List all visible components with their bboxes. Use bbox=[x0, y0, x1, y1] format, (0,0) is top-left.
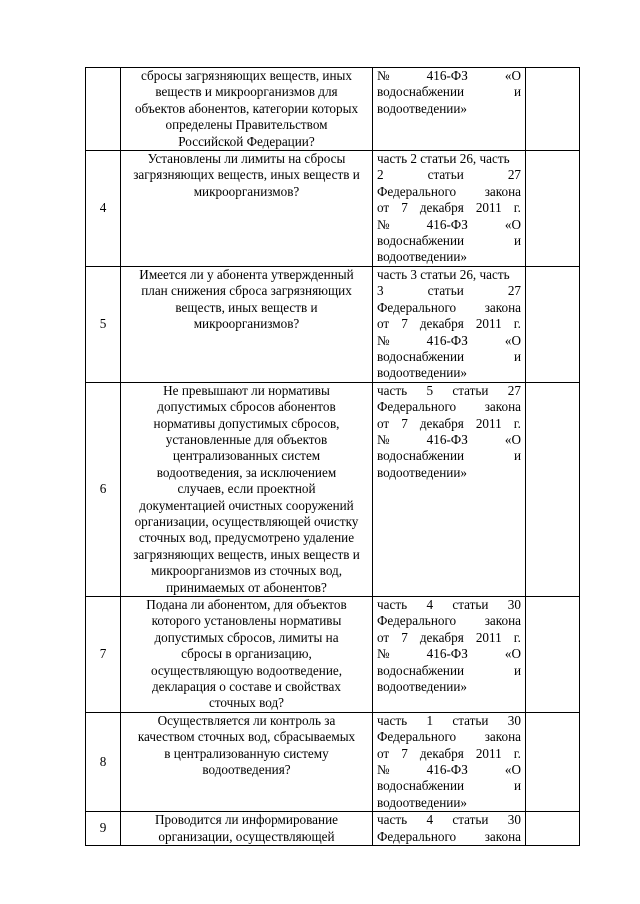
result-cell bbox=[526, 712, 580, 811]
legal-reference-cell bbox=[373, 712, 526, 811]
result-cell bbox=[526, 812, 580, 846]
legal-reference-word: 27 bbox=[507, 167, 521, 183]
legal-reference-line bbox=[377, 829, 521, 845]
question-line: которого установлены нормативы bbox=[151, 613, 342, 629]
question-line: Российской Федерации? bbox=[178, 133, 315, 149]
row-number-cell bbox=[86, 266, 121, 382]
legal-reference-line bbox=[377, 233, 521, 249]
legal-reference-word: водоотведении» bbox=[377, 679, 467, 695]
legal-reference-word: 2011 bbox=[475, 629, 502, 645]
legal-reference-line bbox=[377, 84, 521, 100]
legal-reference-word: 4 bbox=[426, 597, 434, 612]
legal-reference-word: закона bbox=[484, 729, 521, 745]
legal-reference-word: закона bbox=[484, 183, 521, 199]
question-cell bbox=[121, 68, 373, 151]
question-line: принимаемых от абонентов? bbox=[166, 579, 327, 595]
legal-reference-word: от bbox=[377, 745, 390, 761]
question-line: водоотведения? bbox=[202, 762, 291, 778]
legal-reference-line bbox=[377, 167, 521, 183]
question-line: сточных вод? bbox=[208, 695, 285, 711]
question-line: допустимых сбросов абонентов bbox=[157, 399, 336, 415]
question-line: централизованных систем bbox=[172, 448, 321, 464]
legal-reference-word: водоотведении» bbox=[377, 794, 467, 810]
legal-reference-cell bbox=[373, 266, 526, 382]
table-row bbox=[86, 597, 580, 713]
result-cell bbox=[526, 597, 580, 713]
legal-reference-word: и bbox=[513, 84, 521, 100]
legal-reference-word: 416-ФЗ bbox=[426, 431, 468, 447]
legal-reference-line bbox=[377, 613, 521, 629]
question-line: микроорганизмов? bbox=[193, 316, 300, 332]
table-row bbox=[86, 712, 580, 811]
legal-reference-word: водоснабжении bbox=[377, 84, 465, 100]
legal-reference-word: от bbox=[377, 629, 390, 645]
question-line: Установлены ли лимиты на сбросы bbox=[147, 151, 346, 167]
legal-reference-word: № bbox=[377, 431, 390, 447]
result-cell bbox=[526, 151, 580, 267]
legal-reference-word: закона bbox=[484, 613, 521, 629]
row-number-cell bbox=[86, 68, 121, 151]
legal-reference-word: часть bbox=[377, 597, 408, 612]
legal-reference-line bbox=[377, 465, 521, 481]
legal-reference-word: 27 bbox=[507, 382, 521, 398]
row-number: 4 bbox=[99, 200, 107, 216]
question-line: осуществляющую водоотведение, bbox=[150, 662, 343, 678]
legal-reference-word: декабря bbox=[419, 316, 464, 332]
result-cell bbox=[526, 382, 580, 596]
legal-reference-word: статьи bbox=[452, 597, 489, 612]
legal-reference-word: 2011 bbox=[475, 415, 502, 431]
legal-reference-word: и bbox=[513, 662, 521, 678]
legal-reference-word: «О bbox=[504, 762, 521, 778]
question-cell bbox=[121, 382, 373, 596]
question-line: план снижения сброса загрязняющих bbox=[141, 283, 352, 299]
legal-reference-line bbox=[377, 630, 521, 646]
table-row bbox=[86, 382, 580, 596]
legal-reference-line bbox=[377, 151, 521, 167]
question-line: Имеется ли у абонента утвержденный bbox=[139, 266, 354, 282]
row-number-cell bbox=[86, 382, 121, 596]
question-line: допустимых сбросов, лимиты на bbox=[154, 629, 339, 645]
legal-reference-word: г. bbox=[513, 745, 521, 761]
table-row bbox=[86, 812, 580, 846]
legal-reference-line bbox=[377, 597, 521, 613]
question-cell bbox=[121, 597, 373, 713]
legal-reference-word: водоснабжении bbox=[377, 348, 465, 364]
legal-reference-word: декабря bbox=[419, 200, 464, 216]
legal-reference-cell bbox=[373, 151, 526, 267]
legal-reference-line bbox=[377, 101, 521, 117]
question-line: нормативы допустимых сбросов, bbox=[153, 415, 340, 431]
legal-reference-word: 7 bbox=[401, 316, 408, 332]
legal-reference-word: статьи bbox=[427, 167, 464, 183]
legal-reference-word: от bbox=[377, 316, 390, 332]
legal-reference-word: 7 bbox=[401, 415, 408, 431]
legal-reference-line bbox=[377, 679, 521, 695]
legal-reference-line bbox=[377, 746, 521, 762]
legal-reference-word: Федерального bbox=[377, 828, 457, 844]
legal-reference-word: водоснабжении bbox=[377, 778, 465, 794]
row-number-cell bbox=[86, 597, 121, 713]
legal-reference-word: декабря bbox=[419, 629, 464, 645]
legal-reference-word: «О bbox=[504, 68, 521, 83]
legal-reference-word: Федерального bbox=[377, 183, 457, 199]
legal-reference-word: и bbox=[513, 778, 521, 794]
legal-reference-word: 416-ФЗ bbox=[426, 332, 468, 348]
legal-reference-word: декабря bbox=[419, 415, 464, 431]
legal-reference-word: 416-ФЗ bbox=[426, 68, 468, 83]
legal-reference-word: 3 bbox=[377, 283, 384, 299]
legal-reference-word: от bbox=[377, 415, 390, 431]
table-body bbox=[86, 68, 580, 846]
legal-reference-line bbox=[377, 795, 521, 811]
question-line: Не превышают ли нормативы bbox=[163, 382, 330, 398]
table-row bbox=[86, 266, 580, 382]
row-number-cell bbox=[86, 712, 121, 811]
legal-reference-cell bbox=[373, 68, 526, 151]
legal-reference-word: часть 2 статьи 26, часть bbox=[377, 151, 510, 167]
question-line: микроорганизмов? bbox=[193, 183, 300, 199]
legal-reference-word: часть bbox=[377, 812, 408, 828]
legal-reference-word: 2 bbox=[377, 167, 384, 183]
legal-reference-word: водоснабжении bbox=[377, 662, 465, 678]
legal-reference-word: 7 bbox=[401, 745, 408, 761]
question-line: документацией очистных сооружений bbox=[139, 497, 354, 513]
legal-reference-word: «О bbox=[504, 646, 521, 662]
legal-reference-word: водоснабжении bbox=[377, 233, 465, 249]
legal-reference-word: «О bbox=[504, 332, 521, 348]
question-cell bbox=[121, 266, 373, 382]
legal-reference-word: 27 bbox=[507, 283, 521, 299]
question-line: водоотведения, за исключением bbox=[156, 464, 337, 480]
requirements-table bbox=[85, 67, 580, 846]
legal-reference-line bbox=[377, 762, 521, 778]
question-line: в централизованную систему bbox=[164, 745, 329, 761]
table-row bbox=[86, 151, 580, 267]
legal-reference-word: и bbox=[513, 448, 521, 464]
question-line: качеством сточных вод, сбрасываемых bbox=[137, 729, 356, 745]
legal-reference-word: 416-ФЗ bbox=[426, 216, 468, 232]
legal-reference-line bbox=[377, 646, 521, 662]
row-number-cell bbox=[86, 812, 121, 846]
legal-reference-line bbox=[377, 349, 521, 365]
legal-reference-word: 2011 bbox=[475, 316, 502, 332]
legal-reference-line bbox=[377, 300, 521, 316]
legal-reference-word: часть 3 статьи 26, часть bbox=[377, 266, 510, 282]
legal-reference-word: г. bbox=[513, 415, 521, 431]
legal-reference-word: 4 bbox=[426, 812, 434, 828]
question-line: Подана ли абонентом, для объектов bbox=[146, 597, 347, 612]
legal-reference-line bbox=[377, 812, 521, 828]
question-line: объектов абонентов, категории которых bbox=[134, 100, 359, 116]
legal-reference-word: 30 bbox=[507, 597, 521, 612]
question-line: загрязняющих веществ, иных веществ и bbox=[133, 167, 360, 183]
legal-reference-line bbox=[377, 184, 521, 200]
legal-reference-word: № bbox=[377, 646, 390, 662]
question-line: декларация о составе и свойствах bbox=[151, 679, 342, 695]
legal-reference-word: 2011 bbox=[475, 745, 502, 761]
question-line: случаев, если проектной bbox=[177, 481, 316, 497]
question-line: Проводится ли информирование bbox=[154, 812, 338, 828]
legal-reference-line bbox=[377, 432, 521, 448]
legal-reference-cell bbox=[373, 382, 526, 596]
legal-reference-word: закона bbox=[484, 828, 521, 844]
legal-reference-word: водоотведении» bbox=[377, 100, 467, 116]
legal-reference-line bbox=[377, 383, 521, 399]
legal-reference-word: статьи bbox=[452, 712, 489, 728]
legal-reference-word: № bbox=[377, 762, 390, 778]
legal-reference-word: 7 bbox=[401, 200, 408, 216]
legal-reference-word: 5 bbox=[426, 382, 434, 398]
legal-reference-word: Федерального bbox=[377, 299, 457, 315]
question-line: установленные для объектов bbox=[165, 431, 328, 447]
legal-reference-line bbox=[377, 416, 521, 432]
question-cell bbox=[121, 812, 373, 846]
legal-reference-word: статьи bbox=[452, 812, 489, 828]
legal-reference-word: закона bbox=[484, 399, 521, 415]
legal-reference-line bbox=[377, 448, 521, 464]
legal-reference-word: г. bbox=[513, 316, 521, 332]
legal-reference-word: часть bbox=[377, 382, 408, 398]
legal-reference-line bbox=[377, 283, 521, 299]
legal-reference-word: часть bbox=[377, 712, 408, 728]
question-line: загрязняющих веществ, иных веществ и bbox=[133, 546, 360, 562]
row-number: 8 bbox=[99, 753, 107, 769]
legal-reference-word: статьи bbox=[452, 382, 489, 398]
legal-reference-line bbox=[377, 399, 521, 415]
legal-reference-word: 416-ФЗ bbox=[426, 762, 468, 778]
table-row bbox=[86, 68, 580, 151]
legal-reference-line bbox=[377, 200, 521, 216]
legal-reference-word: г. bbox=[513, 200, 521, 216]
legal-reference-word: 416-ФЗ bbox=[426, 646, 468, 662]
question-line: микроорганизмов из сточных вод, bbox=[150, 563, 343, 579]
row-number: 9 bbox=[99, 820, 107, 836]
legal-reference-word: «О bbox=[504, 216, 521, 232]
question-line: определены Правительством bbox=[165, 117, 328, 133]
legal-reference-line bbox=[377, 663, 521, 679]
legal-reference-line bbox=[377, 249, 521, 265]
legal-reference-word: 1 bbox=[426, 712, 434, 728]
row-number: 6 bbox=[99, 481, 107, 497]
legal-reference-cell bbox=[373, 812, 526, 846]
legal-reference-word: Федерального bbox=[377, 729, 457, 745]
result-cell bbox=[526, 266, 580, 382]
legal-reference-word: № bbox=[377, 68, 390, 83]
question-line: сточных вод, предусмотрено удаление bbox=[138, 530, 355, 546]
legal-reference-line bbox=[377, 68, 521, 84]
legal-reference-word: водоотведении» bbox=[377, 365, 467, 381]
legal-reference-word: и bbox=[513, 348, 521, 364]
legal-reference-word: статьи bbox=[427, 283, 464, 299]
question-cell bbox=[121, 151, 373, 267]
question-line: организации, осуществляющей очистку bbox=[134, 513, 359, 529]
legal-reference-line bbox=[377, 729, 521, 745]
legal-reference-word: № bbox=[377, 216, 390, 232]
question-line: веществ, иных веществ и bbox=[175, 299, 318, 315]
legal-reference-word: г. bbox=[513, 629, 521, 645]
legal-reference-word: закона bbox=[484, 299, 521, 315]
legal-reference-word: и bbox=[513, 233, 521, 249]
result-cell bbox=[526, 68, 580, 151]
question-line: Осуществляется ли контроль за bbox=[157, 712, 336, 728]
legal-reference-word: «О bbox=[504, 431, 521, 447]
legal-reference-word: водоснабжении bbox=[377, 448, 465, 464]
legal-reference-line bbox=[377, 333, 521, 349]
question-line: веществ и микроорганизмов для bbox=[155, 84, 338, 100]
legal-reference-word: 7 bbox=[401, 629, 408, 645]
legal-reference-line bbox=[377, 316, 521, 332]
legal-reference-line bbox=[377, 217, 521, 233]
row-number: 7 bbox=[99, 646, 107, 662]
legal-reference-word: Федерального bbox=[377, 613, 457, 629]
legal-reference-word: водоотведении» bbox=[377, 464, 467, 480]
legal-reference-cell bbox=[373, 597, 526, 713]
legal-reference-line bbox=[377, 365, 521, 381]
legal-reference-word: 30 bbox=[507, 712, 521, 728]
legal-reference-word: водоотведении» bbox=[377, 249, 467, 265]
legal-reference-word: № bbox=[377, 332, 390, 348]
legal-reference-word: Федерального bbox=[377, 399, 457, 415]
legal-reference-line bbox=[377, 713, 521, 729]
legal-reference-word: 2011 bbox=[475, 200, 502, 216]
legal-reference-word: от bbox=[377, 200, 390, 216]
row-number: 5 bbox=[99, 316, 107, 332]
question-line: сбросы в организацию, bbox=[181, 646, 312, 662]
legal-reference-word: 30 bbox=[507, 812, 521, 828]
legal-reference-line bbox=[377, 267, 521, 283]
question-line: организации, осуществляющей bbox=[158, 828, 335, 844]
row-number-cell bbox=[86, 151, 121, 267]
question-cell bbox=[121, 712, 373, 811]
legal-reference-line bbox=[377, 778, 521, 794]
question-line: сбросы загрязняющих веществ, иных bbox=[140, 68, 352, 83]
legal-reference-word: декабря bbox=[419, 745, 464, 761]
